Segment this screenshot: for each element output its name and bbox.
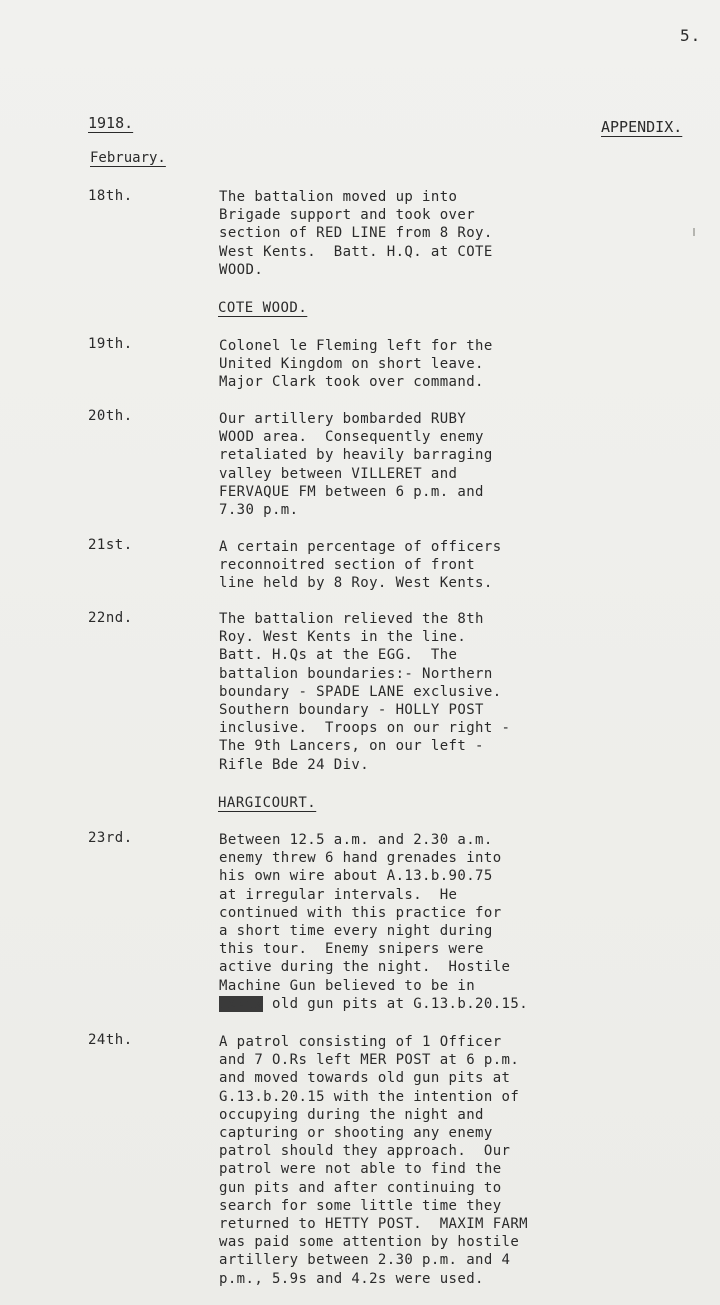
- entry-text: A patrol consisting of 1 Officer and 7 O.Rs left MER POST at 6 p.m. and moved towards old gun pits at G.13.b.20.15 with the intention of occupying during the night and capturing or shooting any enemy patrol should they approach. Our patrol were not able to find the gun pits and after continuing to search for some little time they returned to HETTY POST. MAXIM FARM was paid some attention by hostile artillery between 2.30 p.m. and 4 p.m., 5.9s and 4.2s were used.: [219, 1034, 529, 1287]
- entry-text: Between 12.5 a.m. and 2.30 a.m. enemy threw 6 hand grenades into his own wire about A.13.b.90.75 at irregular intervals. He continued with this practice for a short time every night during this tour. Enemy snipers were active during the night. Hostile Machine Gun believed to be in: [219, 832, 511, 994]
- entry-date: 18th.: [88, 188, 133, 204]
- binder-hole-mark: [693, 228, 695, 236]
- entry-text: Our artillery bombarded RUBY WOOD area. Consequently enemy retaliated by heavily barraging valley between VILLERET and FERVAQUE FM between 6 p.m. and 7.30 p.m.: [219, 411, 493, 519]
- entry-date: 23rd.: [88, 830, 133, 846]
- entry-date: 22nd.: [88, 610, 133, 626]
- appendix-heading: APPENDIX.: [601, 118, 683, 136]
- entry-text-last-line: [219, 995, 619, 1013]
- entry-date: 19th.: [88, 336, 133, 352]
- year-heading: 1918.: [88, 114, 134, 132]
- entry-text: The battalion moved up into Brigade support and took over section of RED LINE from 8 Roy. West Kents. Batt. H.Q. at COTE WOOD.: [219, 189, 493, 278]
- month-heading: February.: [90, 150, 166, 166]
- entry-date: 20th.: [88, 408, 133, 424]
- struck-out-text: xxxxx: [219, 996, 264, 1012]
- entry-text-continuation: old gun pits at G.13.b.20.15.: [263, 996, 529, 1012]
- entry-date: 21st.: [88, 537, 133, 553]
- place-heading-cote-wood: COTE WOOD.: [218, 300, 308, 316]
- entry-date: 24th.: [88, 1032, 133, 1048]
- entry-text: Colonel le Fleming left for the United Kingdom on short leave. Major Clark took over command.: [219, 338, 493, 391]
- page-number: 5.: [680, 26, 702, 45]
- place-heading-hargicourt: HARGICOURT.: [218, 795, 317, 811]
- entry-text: A certain percentage of officers reconnoitred section of front line held by 8 Roy. West Kents.: [219, 539, 502, 592]
- entry-text: The battalion relieved the 8th Roy. West Kents in the line. Batt. H.Qs at the EGG. The battalion boundaries:- Northern boundary - SPADE LANE exclusive. Southern boundary - HOLLY POST inclusive. Troops on our right - The 9th Lancers, on our left - Rifle Bde 24 Div.: [219, 611, 511, 773]
